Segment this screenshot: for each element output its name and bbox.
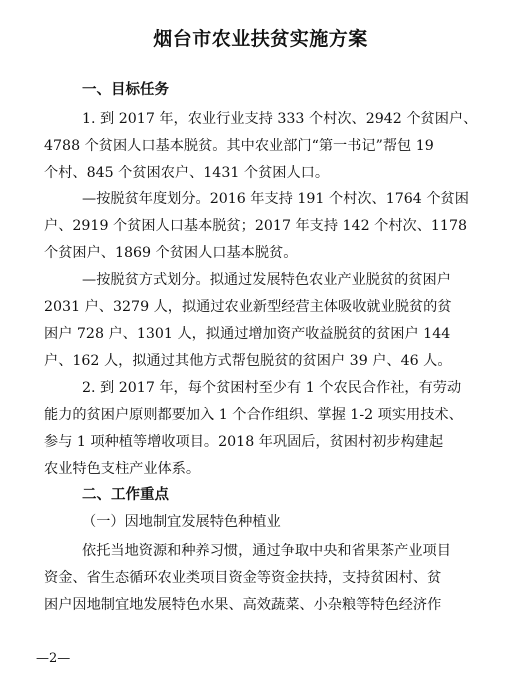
paragraph-line: 困户因地制宜地发展特色水果、高效蔬菜、小杂粮等特色经济作: [44, 597, 442, 613]
paragraph-line: 农业特色支柱产业体系。: [44, 461, 201, 477]
paragraph-line: 个贫困户、1869 个贫困人口基本脱贫。: [44, 245, 298, 261]
subsection-heading: （一）因地制宜发展特色种植业: [82, 514, 281, 530]
paragraph-line: 1. 到 2017 年，农业行业支持 333 个村次、2942 个贫困户、: [82, 111, 478, 127]
paragraph-line: —按脱贫方式划分。拟通过发展特色农业产业脱贫的贫困户: [82, 272, 451, 288]
paragraph-line: —按脱贫年度划分。2016 年支持 191 个村次、1764 个贫困: [82, 191, 469, 207]
section-heading-priorities: 二、工作重点: [82, 487, 169, 503]
document-title: 烟台市农业扶贫实施方案: [153, 28, 368, 50]
paragraph-line: 困户 728 户、1301 人，拟通过增加资产收益脱贫的贫困户 144: [44, 326, 451, 342]
page-number: —2—: [36, 651, 71, 666]
paragraph-line: 户、162 人，拟通过其他方式帮包脱贫的贫困户 39 户、46 人。: [44, 353, 452, 369]
paragraph-line: 资金、省生态循环农业类项目资金等资金扶持，支持贫困村、贫: [44, 570, 442, 586]
paragraph-line: 2031 户、3279 人，拟通过农业新型经营主体吸收就业脱贫的贫: [44, 299, 452, 315]
paragraph-line: 能力的贫困户原则都要加入 1 个合作组织、掌握 1-2 项实用技术、: [44, 407, 463, 423]
paragraph-line: 个村、845 个贫困农户、1431 个贫困人口。: [44, 165, 330, 181]
paragraph-line: 2. 到 2017 年，每个贫困村至少有 1 个农民合作社，有劳动: [82, 380, 462, 396]
section-heading-goals: 一、目标任务: [82, 82, 169, 98]
paragraph-line: 依托当地资源和种养习惯，通过争取中央和省果茶产业项目: [82, 543, 451, 559]
paragraph-line: 参与 1 项种植等增收项目。2018 年巩固后，贫困村初步构建起: [44, 434, 444, 450]
paragraph-line: 4788 个贫困人口基本脱贫。其中农业部门“第一书记”帮包 19: [44, 138, 434, 154]
paragraph-line: 户、2919 个贫困人口基本脱贫；2017 年支持 142 个村次、1178: [44, 218, 468, 234]
